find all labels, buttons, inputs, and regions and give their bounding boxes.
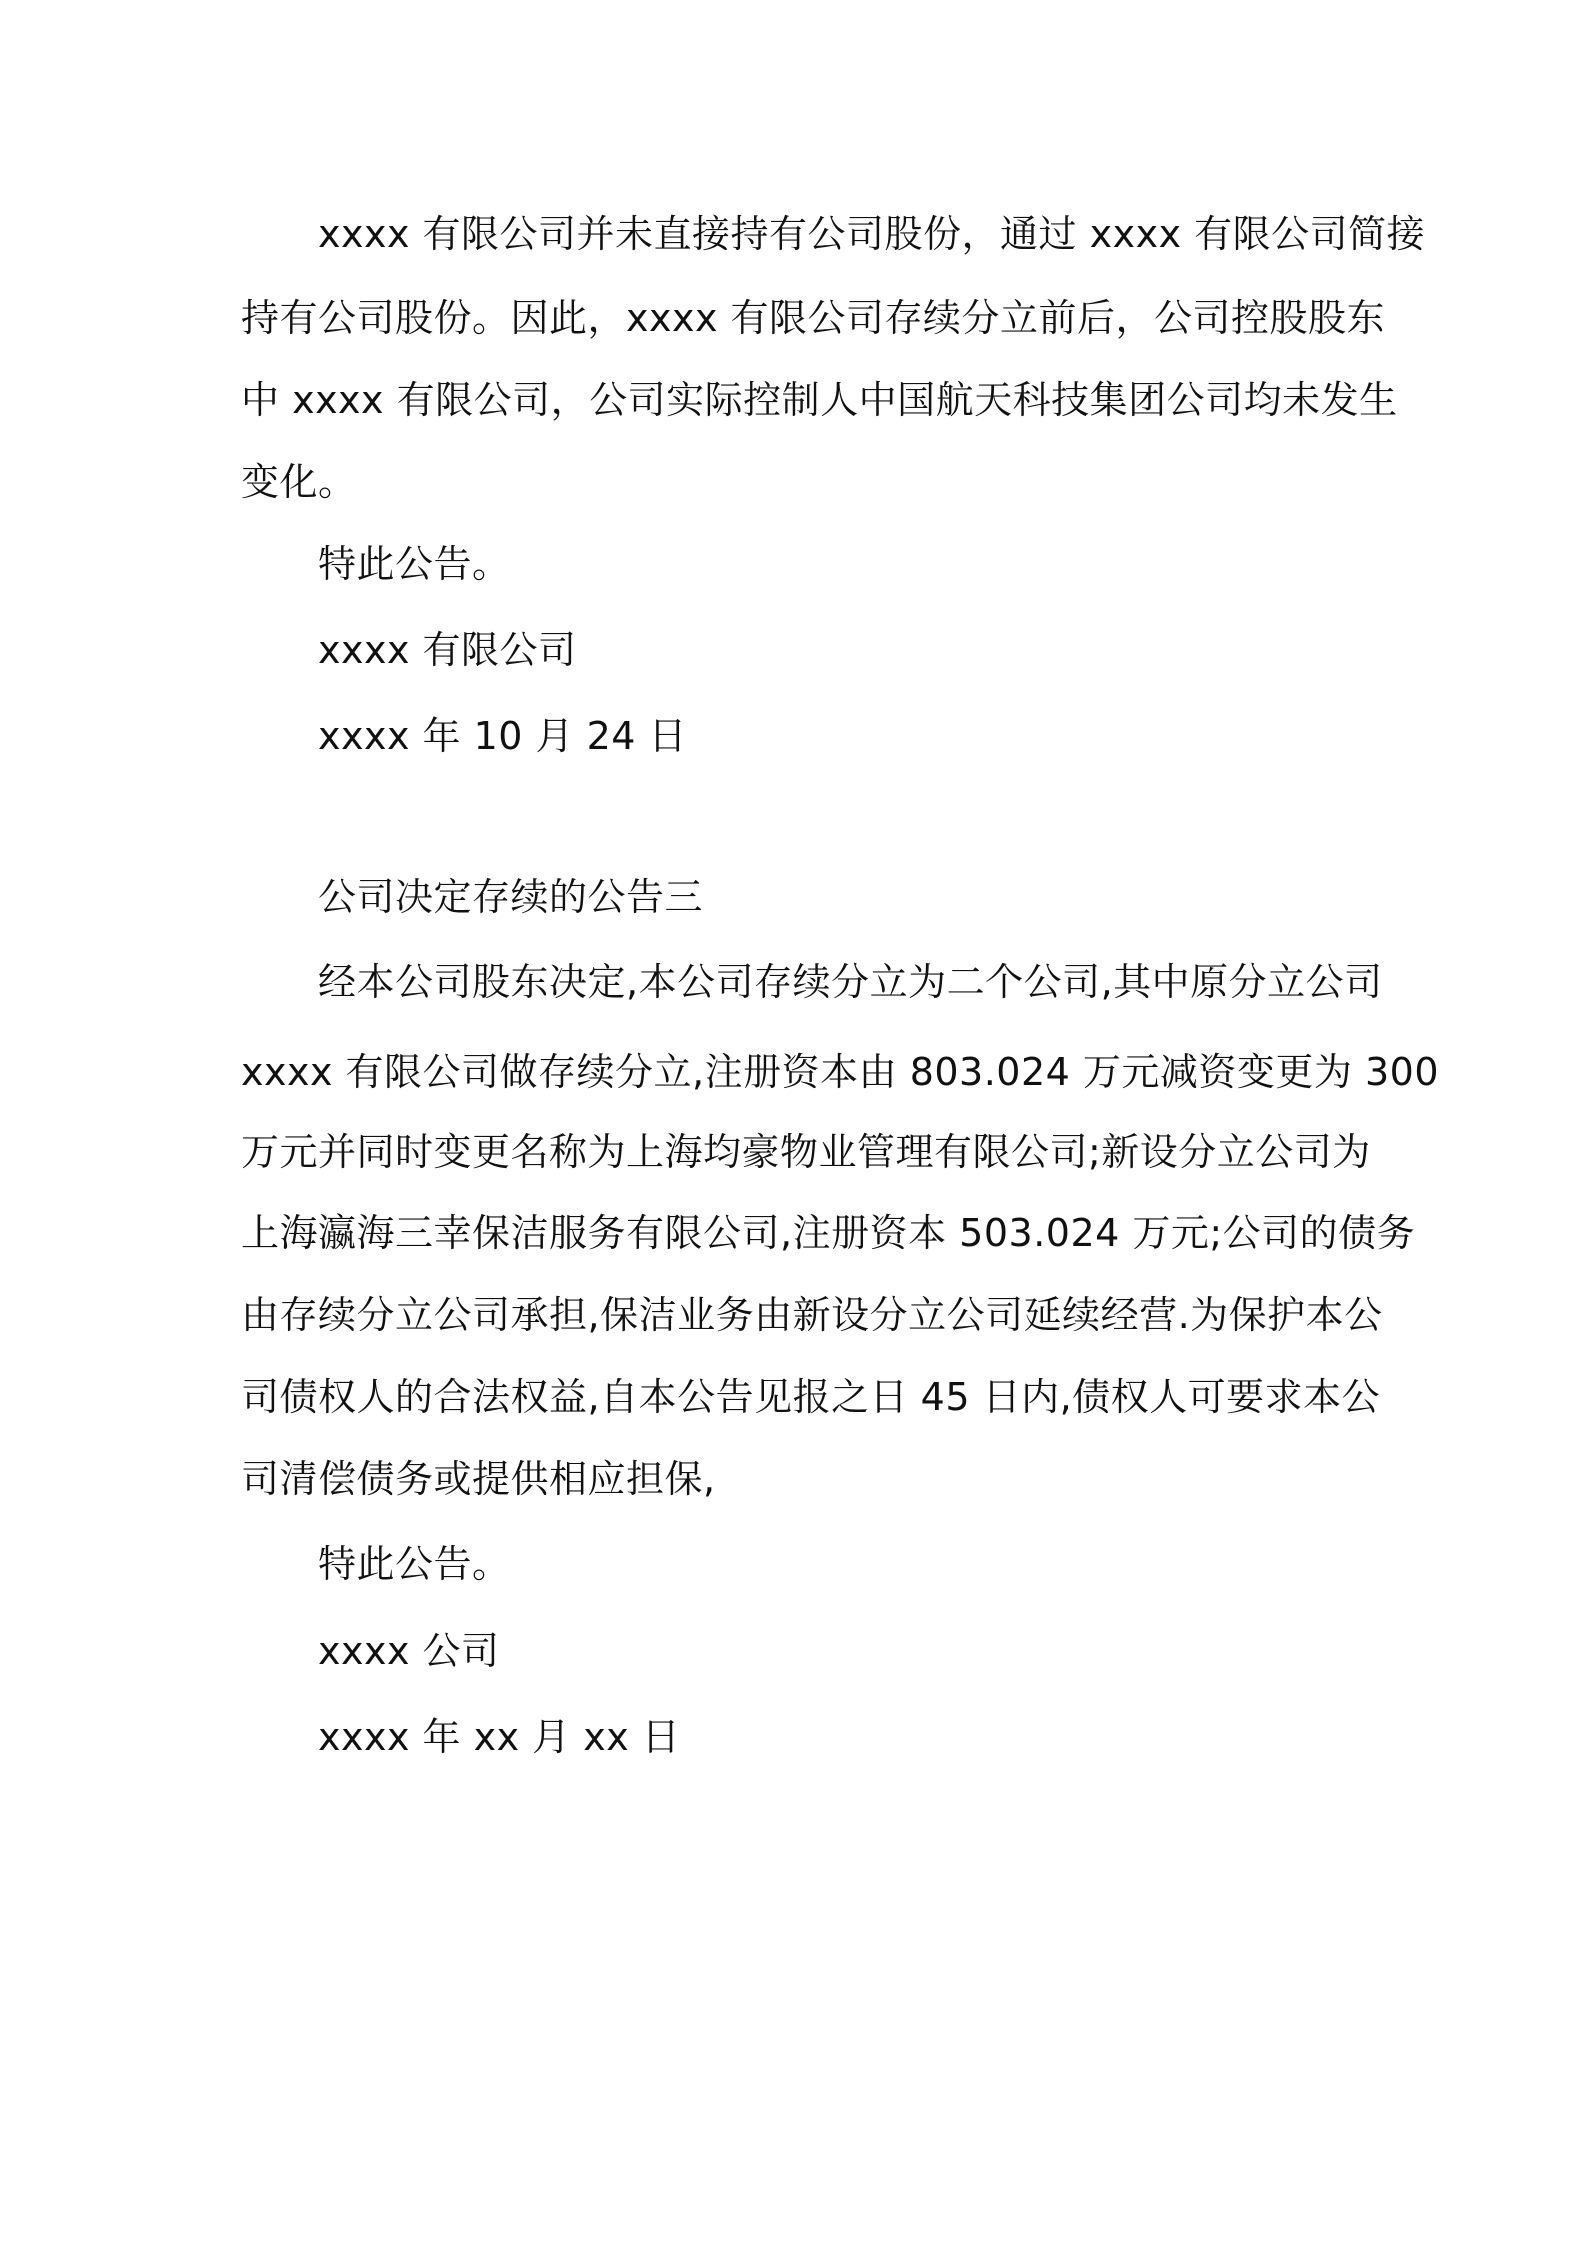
section-title: 公司决定存续的公告三 xyxy=(318,875,704,919)
paragraph-line: 变化。 xyxy=(241,460,357,504)
paragraph-line: 由存续分立公司承担,保洁业务由新设分立公司延续经营.为保护本公 xyxy=(241,1293,1383,1337)
paragraph-line: 万元并同时变更名称为上海均豪物业管理有限公司;新设分立公司为 xyxy=(241,1130,1371,1174)
company-signature: xxxx 公司 xyxy=(318,1629,500,1673)
date-line: xxxx 年 xx 月 xx 日 xyxy=(318,1715,681,1759)
closing-text: 特此公告。 xyxy=(318,542,511,586)
paragraph-line: 司清偿债务或提供相应担保, xyxy=(241,1457,716,1501)
closing-text: 特此公告。 xyxy=(318,1542,511,1586)
paragraph-line: xxxx 有限公司并未直接持有公司股份，通过 xxxx 有限公司简接 xyxy=(318,212,1426,256)
paragraph-line: 持有公司股份。因此，xxxx 有限公司存续分立前后，公司控股股东 xyxy=(241,296,1386,340)
company-signature: xxxx 有限公司 xyxy=(318,628,577,672)
paragraph-line: 经本公司股东决定,本公司存续分立为二个公司,其中原分立公司 xyxy=(318,960,1383,1004)
date-line: xxxx 年 10 月 24 日 xyxy=(318,714,688,758)
paragraph-line: 司债权人的合法权益,自本公告见报之日 45 日内,债权人可要求本公 xyxy=(241,1375,1381,1419)
paragraph-line: 中 xxxx 有限公司，公司实际控制人中国航天科技集团公司均未发生 xyxy=(241,378,1398,422)
paragraph-line: xxxx 有限公司做存续分立,注册资本由 803.024 万元减资变更为 300 xyxy=(241,1050,1440,1094)
paragraph-line: 上海瀛海三幸保洁服务有限公司,注册资本 503.024 万元;公司的债务 xyxy=(241,1211,1416,1255)
